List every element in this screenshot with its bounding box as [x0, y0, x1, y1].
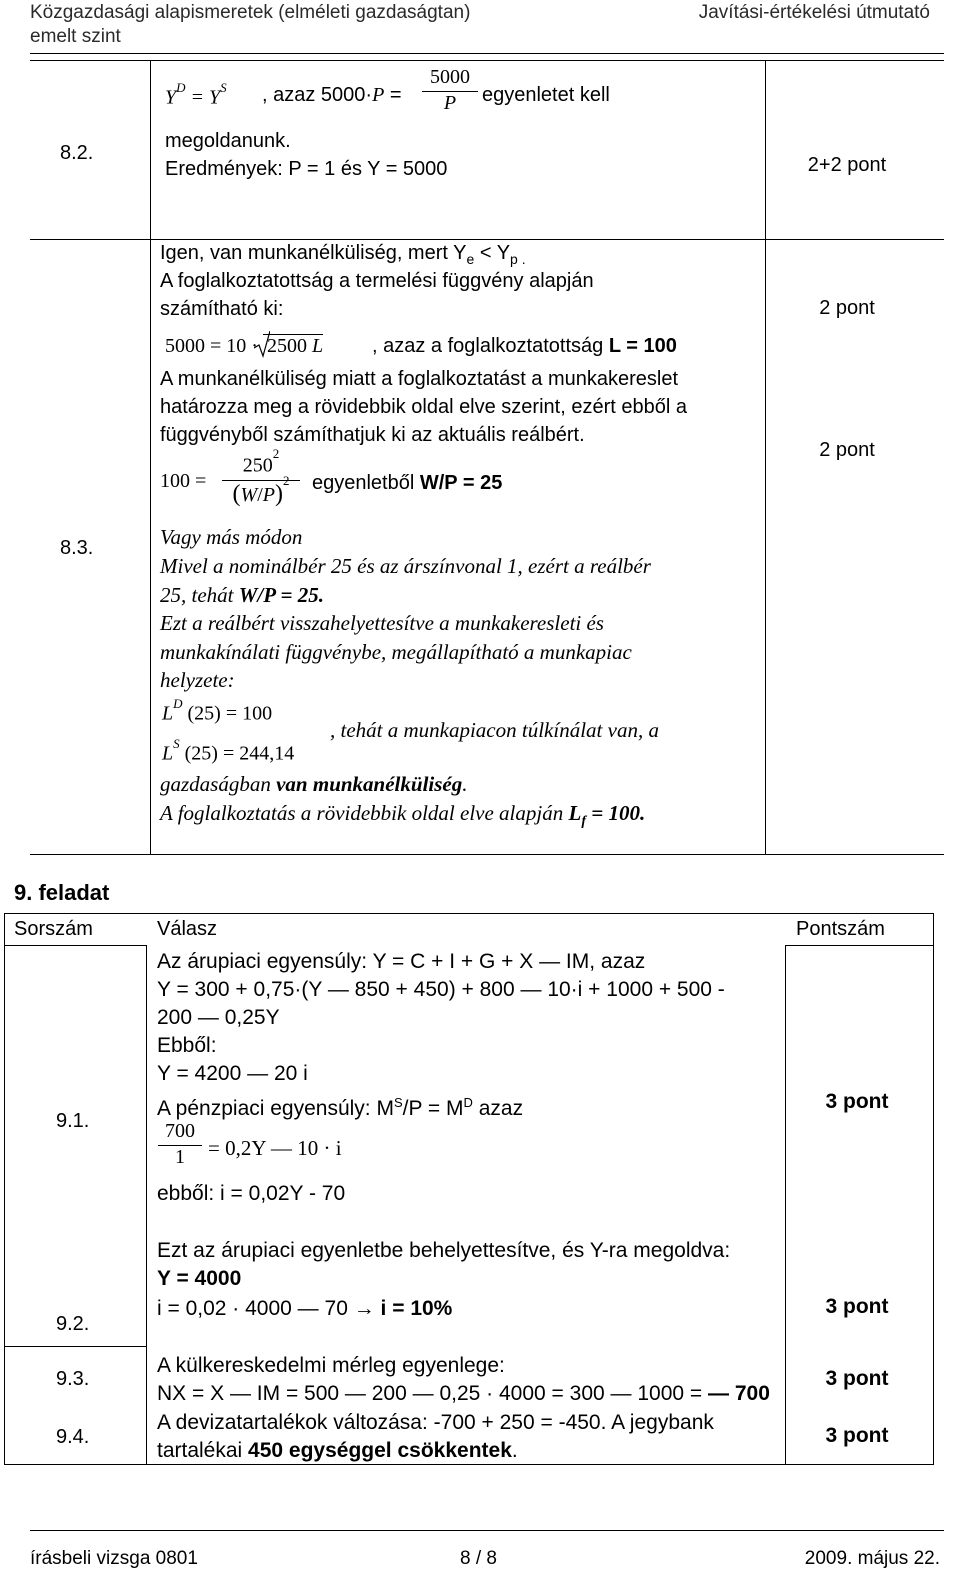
col-divider-1 — [150, 60, 151, 855]
line-4-bold: L = 100 — [608, 335, 677, 357]
t93-l2b: — 700 — [708, 1382, 770, 1405]
equation-text: , azaz 5000·P = — [262, 84, 402, 106]
line-igen-text: Igen, van munkanélküliség, mert Y — [160, 242, 467, 264]
line-11-text: 25, tehát — [160, 583, 239, 607]
line-16-end: . — [462, 772, 468, 796]
points-9-3: 3 pont — [825, 1367, 889, 1390]
line-4-tail — [372, 333, 677, 360]
line-9: Vagy más módon — [160, 525, 303, 549]
equation-ls: $L^S$ (25) = 244,14 — [162, 736, 295, 765]
line-11-bold: W/P = 25. — [238, 583, 325, 607]
t9-header-left-line — [4, 945, 147, 946]
row-number-8-3: 8.3. — [60, 537, 94, 559]
points-8-3-a: 2 pont — [819, 297, 875, 319]
line-12: Ezt a reálbért visszahelyettesítve a munkakeresleti és — [160, 611, 604, 635]
line-16-bold: van munkanélküliség — [276, 772, 463, 796]
fraction-5000-p — [422, 66, 478, 115]
points-9-2: 3 pont — [825, 1295, 889, 1318]
row-number-9-4: 9.4. — [56, 1426, 90, 1448]
equation-production: 5000 = 10 · 2500 L — [165, 335, 324, 357]
line-3: számítható ki: — [160, 298, 284, 320]
t91-line-2: Y = 300 + 0,75·(Y — 850 + 450) + 800 — 10·i + 1000 + 500 - — [157, 978, 725, 1001]
line-6: határozza meg a rövidebbik oldal elve szerint, ezért ebből a — [160, 396, 687, 418]
fraction-denominator: P — [422, 91, 478, 115]
footer-rule — [30, 1530, 944, 1531]
line-7: függvényből számíthatjuk ki az aktuális reálbért. — [160, 424, 585, 446]
fraction-250sq — [222, 446, 300, 508]
row-number-8-2: 8.2. — [60, 142, 94, 164]
header-rule — [30, 53, 944, 54]
line-8 — [312, 470, 502, 497]
equation-100: 100 = — [160, 470, 207, 492]
line-17-sub: f — [581, 814, 586, 830]
result-line: Eredmények: P = 1 és Y = 5000 — [165, 158, 448, 180]
t94-line-2 — [157, 1437, 518, 1464]
t91-line-4: Ebből: — [157, 1034, 217, 1057]
t92-line-2: Y = 4000 — [157, 1267, 242, 1290]
t91-l6b: S — [393, 1095, 403, 1110]
t94-line-1: A devizatartalékok változása: -700 + 250 = -450. A jegybank — [157, 1411, 714, 1434]
ld-value: (25) = 100 — [187, 702, 273, 725]
line-megoldanunk: megoldanunk. — [165, 130, 291, 152]
sqrt-icon — [254, 330, 270, 358]
frac-1: 1 — [158, 1145, 202, 1169]
line-11 — [160, 583, 324, 608]
t93-line-1: A külkereskedelmi mérleg egyenlege: — [157, 1354, 505, 1377]
t92-line-3 — [157, 1295, 452, 1322]
equation-tail: egyenletet kell — [482, 84, 610, 106]
t91-frac-rhs: = 0,2Y — 10 · i — [208, 1136, 342, 1160]
task-title: 9. feladat — [14, 880, 110, 905]
footer-center: 8 / 8 — [460, 1548, 497, 1569]
row-number-9-3: 9.3. — [56, 1368, 90, 1390]
equation-text-span: , azaz 5000· — [262, 84, 373, 106]
line-17-l: L — [568, 801, 582, 825]
points-8-3-b: 2 pont — [819, 439, 875, 461]
line-4-text: , azaz a foglalkoztatottság — [372, 335, 609, 357]
line-16-text: gazdaságban — [160, 772, 277, 796]
line-14: helyzete: — [160, 668, 235, 692]
t91-l6a: A pénzpiaci egyensúly: M — [157, 1097, 394, 1120]
t91-line-3: 200 — 0,25Y — [157, 1006, 280, 1029]
line-13: munkakínálati függvénybe, megállapítható a munkapiac — [160, 640, 632, 664]
header-level: emelt szint — [30, 26, 121, 47]
t91-l6c: /P = M — [402, 1097, 464, 1120]
line-8-text: egyenletből — [312, 472, 420, 494]
header-right: Javítási-értékelési útmutató — [698, 2, 930, 23]
t92-l3b: i = 10% — [380, 1297, 453, 1320]
equation-yd-ys: $Y^D = Y^S$ — [165, 80, 227, 109]
t9-top-border — [4, 913, 934, 914]
table-top-border — [30, 60, 944, 61]
fraction-700-1 — [158, 1120, 202, 1169]
footer-right: 2009. május 22. — [804, 1548, 940, 1569]
line-17-bold: = 100. — [585, 801, 646, 825]
fraction-num-250: $250^2$ — [242, 446, 280, 477]
t94-l2b: 450 egységgel csökkentek — [248, 1439, 512, 1462]
line-10: Mivel a nominálbér 25 és az árszínvonal 1, ezért a reálbér — [160, 554, 651, 578]
t94-l2a: tartalékai — [157, 1439, 249, 1462]
points-9-1: 3 pont — [825, 1090, 889, 1113]
fraction-den-wp: $(W/P)^2$ — [222, 480, 300, 508]
fraction-numerator: 5000 — [430, 66, 470, 88]
t91-l6d: D — [463, 1095, 473, 1110]
t9-col-divider-1 — [146, 945, 147, 1465]
col-header-valasz: Válasz — [157, 918, 218, 940]
footer-left: írásbeli vizsga 0801 — [30, 1548, 198, 1569]
sub-p: p . — [510, 251, 526, 267]
t91-line-6 — [157, 1089, 523, 1122]
line-15: , tehát a munkapiacon túlkínálat van, a — [330, 718, 659, 742]
t92-l3a: i = 0,02 · 4000 — 70 → — [157, 1297, 381, 1320]
t91-line-8: ebből: i = 0,02Y - 70 — [157, 1182, 346, 1205]
t92-line-1: Ezt az árupiaci egyenletbe behelyettesítve, és Y-ra megoldva: — [157, 1239, 731, 1262]
t9-num-divider — [4, 1346, 147, 1347]
t9-header-right-line — [785, 945, 933, 946]
row-number-9-2: 9.2. — [56, 1313, 90, 1335]
header-title: Közgazdasági alapismeretek (elméleti gazdaságtan) — [30, 2, 471, 23]
line-8-bold: W/P = 25 — [419, 472, 503, 494]
row-number-9-1: 9.1. — [56, 1110, 90, 1132]
t9-left-border — [4, 913, 5, 1465]
col-header-sorszam: Sorszám — [14, 918, 93, 940]
line-2: A foglalkoztatottság a termelési függvény alapján — [160, 270, 594, 292]
col-header-pontszam: Pontszám — [796, 918, 885, 940]
ls-value: (25) = 244,14 — [184, 742, 295, 765]
t9-bottom-border — [4, 1464, 934, 1465]
points-9-4: 3 pont — [825, 1424, 889, 1447]
line-5: A munkanélküliség miatt a foglalkoztatást a munkakereslet — [160, 368, 679, 390]
sub-e: e — [466, 251, 475, 267]
t93-line-2 — [157, 1380, 770, 1407]
t93-l2a: NX = X — IM = 500 — 200 — 0,25 · 4000 = 300 — 1000 = — [157, 1382, 708, 1405]
t91-line-5: Y = 4200 — 20 i — [157, 1062, 308, 1085]
t94-l2c: . — [511, 1439, 518, 1462]
table-bottom-border — [30, 854, 944, 855]
frac-700: 700 — [165, 1120, 195, 1142]
equation-p: P — [372, 84, 385, 106]
line-16 — [160, 772, 467, 797]
equation-ld: $L^D$ (25) = 100 — [162, 696, 273, 725]
line-17-text: A foglalkoztatás a rövidebbik oldal elve alapján — [160, 801, 569, 825]
line-igen-mid: < Y — [474, 242, 511, 264]
points-8-2: 2+2 pont — [807, 154, 887, 176]
line-17 — [160, 801, 645, 830]
t91-line-1: Az árupiaci egyensúly: Y = C + I + G + X — IM, azaz — [157, 950, 646, 973]
t91-l6e: azaz — [472, 1097, 524, 1120]
